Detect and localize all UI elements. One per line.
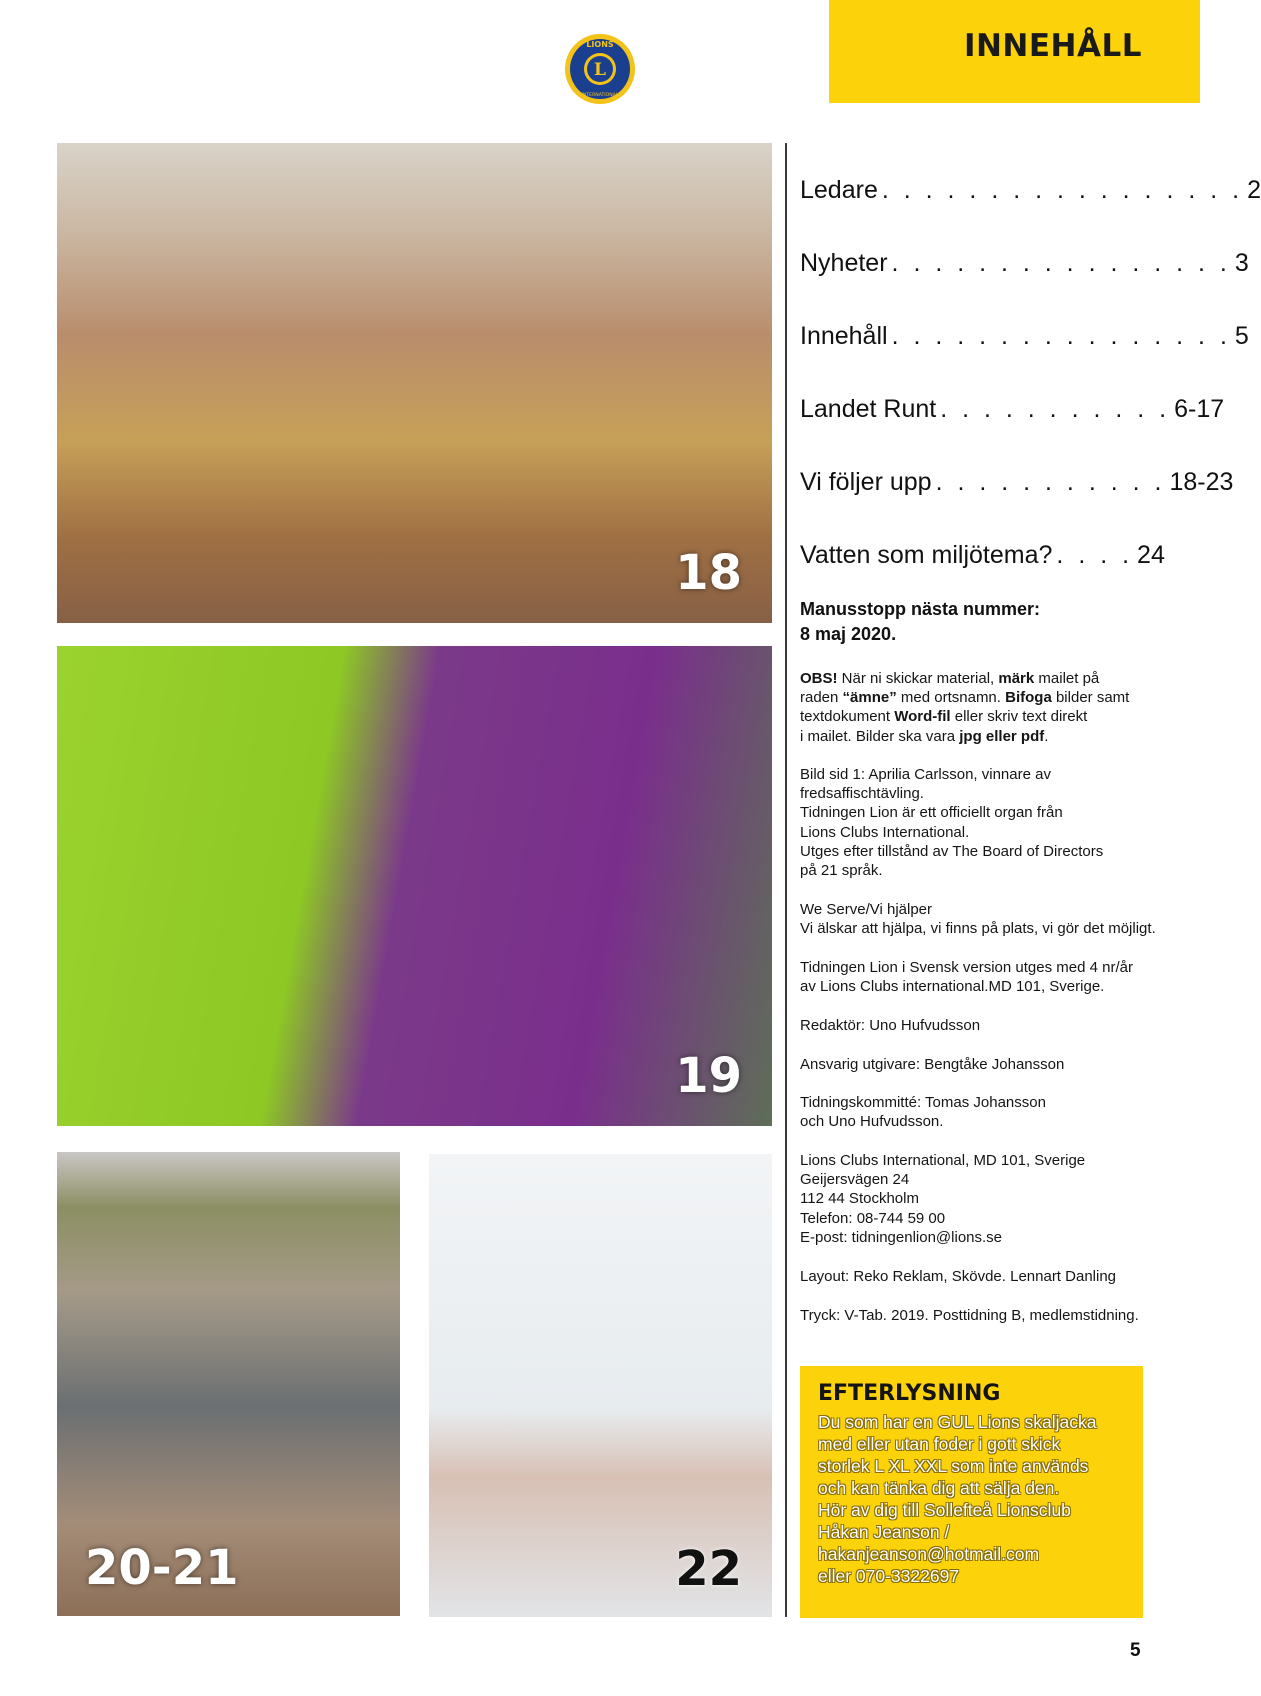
layout-credit: Layout: Reko Reklam, Skövde. Lennart Danling bbox=[800, 1268, 1117, 1285]
address-block: Lions Clubs International, MD 101, Sverige Geijersvägen 24 112 44 Stockholm Telefon: 08-744 59 00 E-post: tidningenlion@lions.se bbox=[800, 1151, 1195, 1247]
wanted-line: Du som har en GUL Lions skaljacka bbox=[818, 1412, 1097, 1432]
toc-page: 6-17 bbox=[1174, 395, 1225, 423]
toc-label: Innehåll bbox=[800, 322, 888, 350]
deadline-date: 8 maj 2020. bbox=[800, 624, 897, 644]
logo-bottom-text: INTERNATIONAL bbox=[581, 93, 619, 98]
photo-vaccination bbox=[429, 1154, 772, 1617]
toc-leader: . . . . . . . . . . . . . . . . . bbox=[881, 176, 1244, 204]
toc-leader: . . . . . . . . . . . bbox=[940, 395, 1171, 423]
toc-label: Vatten som miljötema? bbox=[800, 541, 1053, 569]
wanted-line: Håkan Jeanson / bbox=[818, 1522, 950, 1542]
wanted-line: storlek L XL XXL som inte används bbox=[818, 1456, 1089, 1476]
wanted-email: hakanjeanson@hotmail.com bbox=[818, 1544, 1040, 1564]
toc-entry[interactable] bbox=[800, 541, 1165, 570]
photo-page-number: 20-21 bbox=[85, 1540, 239, 1596]
toc-page: 3 bbox=[1234, 249, 1249, 277]
toc-page: 18-23 bbox=[1169, 468, 1234, 496]
toc-page: 2 bbox=[1247, 176, 1261, 204]
wanted-line: och kan tänka dig att sälja den. bbox=[818, 1478, 1060, 1498]
toc-leader: . . . . . . . . . . . . . . . . bbox=[891, 322, 1231, 350]
toc-leader: . . . . . . . . . . . bbox=[935, 468, 1166, 496]
publication-info: Tidningen Lion i Svensk version utges med 4 nr/år av Lions Clubs international.MD 101, Sverige. bbox=[800, 959, 1133, 996]
toc-label: Vi följer upp bbox=[800, 468, 932, 496]
photo-page-number: 18 bbox=[675, 545, 742, 601]
photo-page-number: 19 bbox=[675, 1048, 742, 1104]
wanted-line: med eller utan foder i gott skick bbox=[818, 1434, 1061, 1454]
toc-leader: . . . . . . . . . . . . . . . . bbox=[891, 249, 1231, 277]
toc-label: Landet Runt bbox=[800, 395, 937, 423]
toc-entry[interactable] bbox=[800, 395, 1225, 424]
wanted-heading: EFTERLYSNING bbox=[818, 1381, 1001, 1406]
photo-school-children bbox=[57, 143, 772, 623]
email-address: E-post: tidningenlion@lions.se bbox=[800, 1228, 1003, 1246]
toc-entry[interactable] bbox=[800, 322, 1249, 351]
motto: We Serve/Vi hjälper Vi älskar att hjälpa, vi finns på plats, vi gör det möjligt. bbox=[800, 901, 1156, 938]
wanted-notice-box bbox=[800, 1366, 1143, 1618]
print-credit: Tryck: V-Tab. 2019. Posttidning B, medlemstidning. bbox=[800, 1307, 1139, 1324]
photo-page-number: 22 bbox=[675, 1541, 742, 1597]
toc-entry[interactable] bbox=[800, 468, 1234, 497]
obs-label: OBS! bbox=[800, 670, 838, 687]
committee: Tidningskommitté: Tomas Johansson och Uno Hufvudsson. bbox=[800, 1094, 1046, 1131]
toc-leader: . . . . bbox=[1056, 541, 1134, 569]
toc-label: Nyheter bbox=[800, 249, 888, 277]
deadline-notice bbox=[800, 597, 1040, 647]
toc-entry[interactable] bbox=[800, 249, 1249, 278]
wanted-line: Hör av dig till Sollefteå Lionsclub bbox=[818, 1500, 1071, 1520]
editor: Redaktör: Uno Hufvudsson bbox=[800, 1017, 981, 1034]
column-divider bbox=[785, 143, 787, 1617]
lions-logo bbox=[563, 32, 637, 106]
cover-credit: Bild sid 1: Aprilia Carlsson, vinnare av fredsaffischtävling. Tidningen Lion är ett officiellt organ från Lions Clubs International. Utges efter tillstånd av The Board of Directors på 21 språk. bbox=[800, 766, 1104, 880]
toc-label: Ledare bbox=[800, 176, 878, 204]
logo-top-text: LIONS bbox=[586, 40, 614, 49]
deadline-line: Manusstopp nästa nummer: bbox=[800, 599, 1041, 619]
submission-instructions: OBS! När ni skickar material, märk mailet på raden “ämne” med ortsnamn. Bifoga bilder samt textdokument Word-fil eller skriv text direkt i mailet. Bilder ska vara jpg eller pdf. bbox=[800, 670, 1130, 745]
toc-page: 24 bbox=[1137, 541, 1165, 569]
toc-page: 5 bbox=[1234, 322, 1249, 350]
photo-two-girls bbox=[57, 646, 772, 1126]
section-title: INNEHÅLL bbox=[963, 28, 1142, 64]
header-yellow-tab bbox=[829, 0, 1200, 103]
page-number: 5 bbox=[1130, 1640, 1141, 1661]
toc-entry[interactable] bbox=[800, 176, 1261, 205]
wanted-phone: eller 070-3322697 bbox=[818, 1566, 960, 1586]
photo-water-trough bbox=[57, 1152, 400, 1616]
publisher: Ansvarig utgivare: Bengtåke Johansson bbox=[800, 1056, 1065, 1073]
logo-letter: L bbox=[594, 60, 606, 80]
